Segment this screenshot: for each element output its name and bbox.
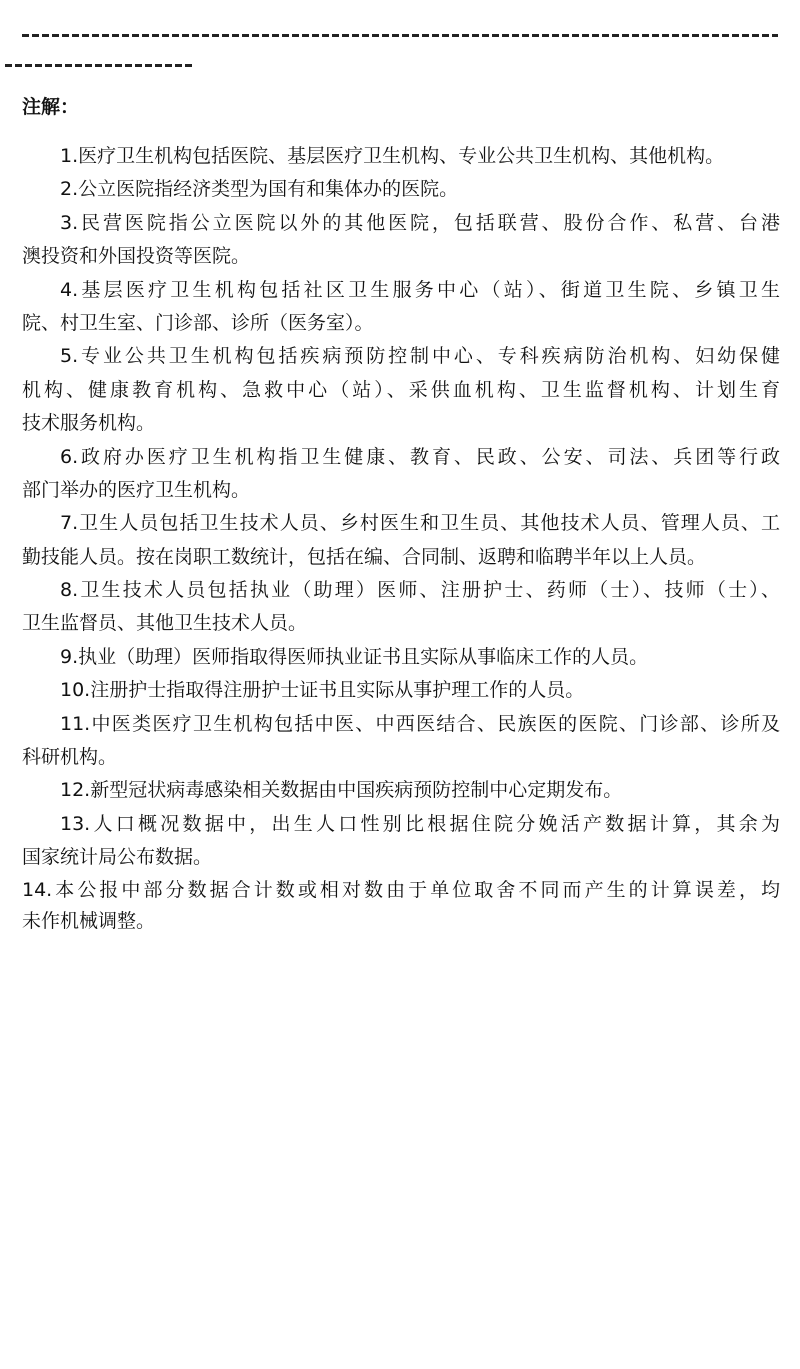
note-line: 机构、健康教育机构、急救中心（站）、采供血机构、卫生监督机构、计划生育 (22, 378, 780, 401)
note-line: 勤技能人员。按在岗职工数统计，包括在编、合同制、返聘和临聘半年以上人员。 (22, 545, 707, 568)
note-line: 10.注册护士指取得注册护士证书且实际从事护理工作的人员。 (60, 679, 585, 702)
note-line: 9.执业（助理）医师指取得医师执业证书且实际从事临床工作的人员。 (60, 645, 649, 668)
note-line: 8.卫生技术人员包括执业（助理）医师、注册护士、药师（士）、技师（士）、 (60, 579, 780, 602)
note-item (22, 441, 780, 508)
note-line: 澳投资和外国投资等医院。 (22, 245, 251, 268)
note-line: 部门举办的医疗卫生机构。 (22, 478, 251, 501)
dashed-separator (22, 34, 778, 37)
note-item (22, 641, 780, 674)
notes-list (22, 140, 780, 937)
note-item (22, 173, 780, 206)
note-item (22, 674, 780, 707)
note-item (22, 207, 780, 274)
note-line: 4.基层医疗卫生机构包括社区卫生服务中心（站）、街道卫生院、乡镇卫生 (60, 278, 780, 301)
note-line: 12.新型冠状病毒感染相关数据由中国疾病预防控制中心定期发布。 (60, 779, 623, 802)
note-line: 国家统计局公布数据。 (22, 846, 213, 869)
note-line: 院、村卫生室、门诊部、诊所（医务室）。 (22, 311, 374, 334)
note-item (22, 574, 780, 641)
note-line: 11.中医类医疗卫生机构包括中医、中西医结合、民族医的医院、门诊部、诊所及 (60, 712, 780, 735)
note-item (22, 708, 780, 775)
note-item (22, 808, 780, 875)
note-line: 卫生监督员、其他卫生技术人员。 (22, 612, 308, 635)
note-line: 7.卫生人员包括卫生技术人员、乡村医生和卫生员、其他技术人员、管理人员、工 (60, 512, 780, 535)
note-line: 1.医疗卫生机构包括医院、基层医疗卫生机构、专业公共卫生机构、其他机构。 (60, 145, 725, 167)
note-line: 技术服务机构。 (22, 412, 156, 435)
note-line: 科研机构。 (22, 746, 118, 769)
note-line: 14.本公报中部分数据合计数或相对数由于单位取舍不同而产生的计算误差，均 (22, 878, 780, 901)
note-item (22, 875, 780, 937)
note-item (22, 274, 780, 341)
note-item (22, 774, 780, 807)
note-item (22, 507, 780, 574)
note-line: 13.人口概况数据中，出生人口性别比根据住院分娩活产数据计算，其余为 (60, 812, 780, 835)
dashed-separator (5, 64, 195, 67)
note-item (22, 340, 780, 440)
note-item (22, 140, 780, 173)
notes-heading: 注解： (22, 96, 80, 118)
note-line: 6.政府办医疗卫生机构指卫生健康、教育、民政、公安、司法、兵团等行政 (60, 445, 780, 468)
note-line: 5.专业公共卫生机构包括疾病预防控制中心、专科疾病防治机构、妇幼保健 (60, 345, 780, 368)
note-line: 未作机械调整。 (22, 909, 156, 932)
note-line: 3.民营医院指公立医院以外的其他医院，包括联营、股份合作、私营、台港 (60, 211, 780, 234)
note-line: 2.公立医院指经济类型为国有和集体办的医院。 (60, 178, 459, 201)
